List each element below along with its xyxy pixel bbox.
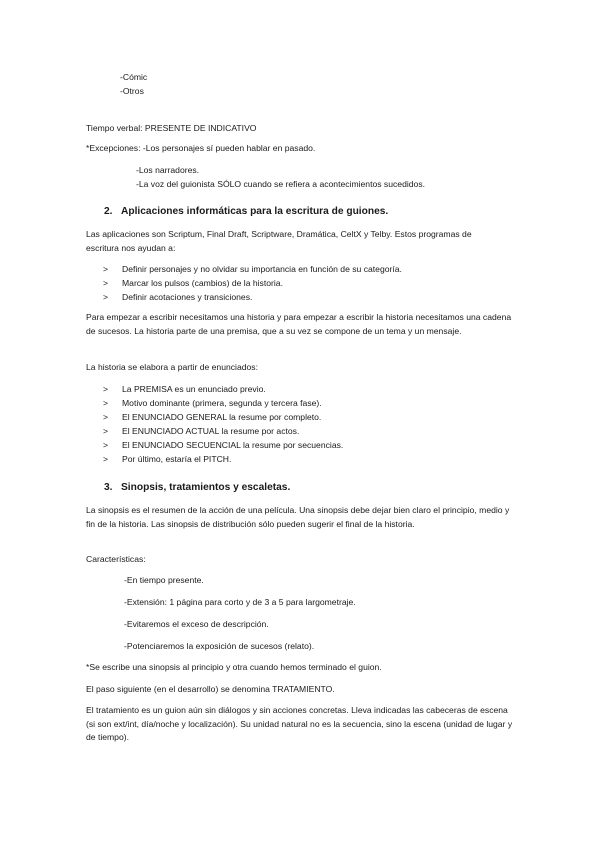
excepciones-line: *Excepciones: -Los personajes sí pueden hablar en pasado. [86, 143, 316, 153]
paso-siguiente-line: El paso siguiente (en el desarrollo) se denomina TRATAMIENTO. [86, 684, 335, 694]
caracteristica-item: -Extensión: 1 página para corto y de 3 a 5 para largometraje. [124, 597, 356, 607]
bullet-arrow-icon: > [103, 278, 109, 288]
list-item-comic: -Cómic [120, 72, 148, 82]
section-2-title: Aplicaciones informáticas para la escritura de guiones. [121, 206, 389, 217]
section-3-title: Sinopsis, tratamientos y escaletas. [121, 482, 291, 493]
section-2-para-historia: Para empezar a escribir necesitamos una historia y para empezar a escribir la historia necesitamos una cadena de sucesos. La historia parte de una premisa, que a su vez se compone de un tema y un mensaje. [86, 312, 512, 336]
list-item: > El ENUNCIADO GENERAL la resume por completo. [86, 411, 520, 425]
list-item: > Por último, estaría el PITCH. [86, 453, 520, 467]
excepciones-voz-guionista: -La voz del guionista SÓLO cuando se refiera a acontecimientos sucedidos. [136, 179, 426, 189]
section-2-intro: Las aplicaciones son Scriptum, Final Draft, Scriptware, Dramática, CeltX y Telby. Estos programas de escritura nos ayudan a: [86, 229, 472, 253]
section-2-enunciados-list [86, 383, 520, 467]
list-item: > Definir acotaciones y transiciones. [86, 291, 520, 305]
section-3-heading [104, 481, 520, 495]
caracteristica-item: -Evitaremos el exceso de descripción. [124, 619, 269, 629]
caracteristicas-label: Características: [86, 554, 146, 564]
tratamiento-para: El tratamiento es un guion aún sin diálogos y sin acciones concretas. Lleva indicadas las cabeceras de escena (si son ext/int, día/noche y localización). Su unidad natural no es la secuencia, sino la escena (unidad de lugar y de tiempo). [86, 705, 513, 742]
bullet-arrow-icon: > [103, 412, 109, 422]
list-item-otros: -Otros [120, 86, 144, 96]
section-2-number: 2. [104, 206, 113, 217]
section-3-number: 3. [104, 482, 113, 493]
excepciones-narradores: -Los narradores. [136, 165, 200, 175]
tiempo-verbal-line: Tiempo verbal: PRESENTE DE INDICATIVO [86, 123, 257, 133]
list-item: > El ENUNCIADO SECUENCIAL la resume por secuencias. [86, 439, 520, 453]
list-item: > Definir personajes y no olvidar su importancia en función de su categoría. [86, 263, 520, 277]
section-3-intro: La sinopsis es el resumen de la acción de una película. Una sinopsis debe dejar bien claro el principio, medio y fin de la historia. Las sinopsis de distribución sólo pueden sugerir el final de la historia. [86, 505, 510, 529]
sinopsis-note: *Se escribe una sinopsis al principio y otra cuando hemos terminado el guion. [86, 662, 382, 672]
bullet-arrow-icon: > [103, 398, 109, 408]
bullet-arrow-icon: > [103, 292, 109, 302]
caracteristica-item: -Potenciaremos la exposición de sucesos (relato). [124, 641, 315, 651]
bullet-arrow-icon: > [103, 454, 109, 464]
section-2-bullet-list [86, 263, 520, 305]
list-item: > Marcar los pulsos (cambios) de la historia. [86, 277, 520, 291]
bullet-arrow-icon: > [103, 426, 109, 436]
caracteristica-item: -En tiempo presente. [124, 575, 204, 585]
bullet-arrow-icon: > [103, 440, 109, 450]
bullet-arrow-icon: > [103, 384, 109, 394]
list-item: > Motivo dominante (primera, segunda y tercera fase). [86, 397, 520, 411]
list-item: > El ENUNCIADO ACTUAL la resume por actos. [86, 425, 520, 439]
list-item: > La PREMISA es un enunciado previo. [86, 383, 520, 397]
section-2-para-enunciados: La historia se elabora a partir de enunciados: [86, 362, 258, 372]
section-2-heading [104, 205, 520, 219]
bullet-arrow-icon: > [103, 264, 109, 274]
